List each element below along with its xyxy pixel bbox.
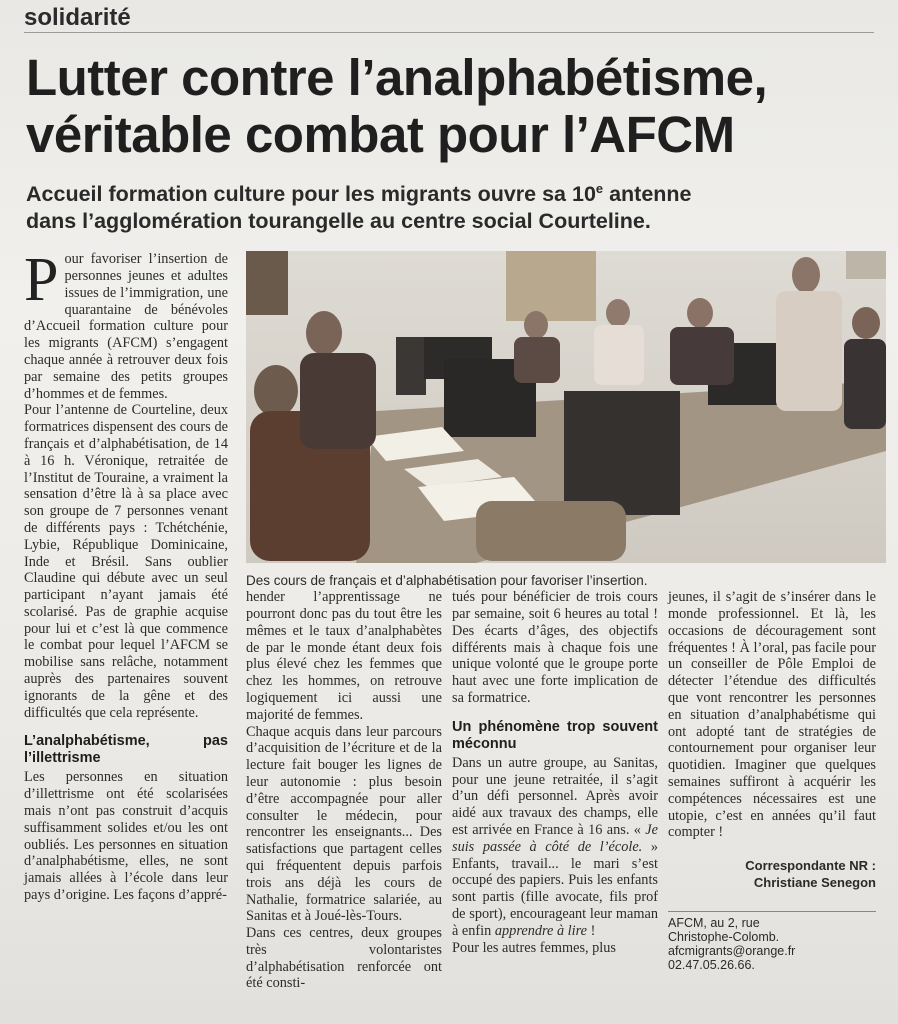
column-2 (246, 589, 442, 992)
signature-line-2: Christiane Senegon (753, 875, 876, 891)
contact-line: Christophe-Colomb. (668, 930, 780, 945)
paragraph (452, 755, 658, 940)
headline-line-2: véritable combat pour l’AFCM (26, 106, 735, 163)
column-3 (452, 589, 658, 956)
section-rubric: solidarité (24, 4, 874, 33)
paragraph: hender l’apprentissage ne pourront donc pas du tout être les mêmes et le taux d’analphabètes de par le monde étant deux fois plus élevé chez les femmes que chez les hommes, on retrouve logiquement ici aussi une majorité de femmes. (246, 589, 442, 723)
headline (26, 49, 876, 163)
subheadline-line-2: dans l’agglomération tourangelle au centre social Courteline. (26, 209, 651, 234)
intertitle-2: Un phénomène trop souvent méconnu (452, 718, 658, 752)
contact-email: afcmigrants@orange.fr (668, 944, 796, 959)
text-run: » Enfants, travail... le mari s’est occupé des papiers. Puis les enfants sont partis (fille avocate, fils prof de sport), encourageant leur maman à enfin (452, 838, 658, 939)
quote: apprendre à lire (494, 922, 587, 939)
text-run: Dans un autre groupe, au Sanitas, pour une jeune retraitée, il s’agit d’un défi personnel. Après avoir aidé aux travaux des champs, elle est arrivée en France à 16 ans. « (452, 754, 658, 838)
photo-block (246, 251, 886, 589)
paragraph: tués pour bénéficier de trois cours par semaine, soit 6 heures au total ! Des écarts d’âges, des objectifs différents mais à chaque fois une unique volonté que le groupe porte haut avec une forte implication de sa formatrice. (452, 589, 658, 706)
paragraph: Pour l’antenne de Courteline, deux formatrices dispensent des cours de français et d’alphabétisation, de 14 à 16 h. Véronique, retraitée de l’Institut de Touraine, a vraiment la sensation d’être là à sa place avec son groupe de 7 personnes venant de différents pays : Tchétchénie, Lybie, République Dominicaine, Inde et Brésil. Sans oublier Claudine qui débute avec un seul participant n’ayant jamais été scolarisé. Pas de graphie acquise pour lui et c’est là que commence le combat pour lequel l’AFCM se mobilise sans relâche, notamment auprès des partenaires souvent ignorants de la gêne et des difficultés que cela représente. (24, 402, 228, 721)
classroom-photo (246, 251, 886, 563)
paragraph: Dans ces centres, deux groupes très volontaristes d’alphabétisation renforcée ont été consti- (246, 925, 442, 992)
quote: Je suis passée à côté de l’école. (452, 821, 658, 855)
drop-cap: P (24, 246, 59, 315)
intertitle-1: L’analphabétisme, pas l’illettrisme (24, 733, 228, 767)
paragraph: Les personnes en situation d’illettrisme ont été scolarisées mais n’ont pas construit d’acquis suffisamment solides et/ou les ont oubliés. Les personnes en situation d’analphabétisme, elles, ne sont jamais allées à l’école dans leur pays d’origine. Les façons d’appré- (24, 769, 228, 904)
subheadline-part-2: antenne (603, 182, 692, 207)
paragraph: Chaque acquis dans leur parcours d’acquisition de l’écriture et de la lecture fait bouger les lignes de leur autonomie : plus besoin d’être accompagnée pour aller consulter le médecin, pour rencontrer les enseignants... Des satisfactions que partagent celles qui fréquentent depuis parfois trois ans déjà les cours de Nathalie, formatrice salariée, au Sanitas et à Joué-lès-Tours. (246, 723, 442, 925)
paragraph: jeunes, il s’agit de s’insérer dans le monde professionnel. Et là, les occasions de découragement sont fréquentes ! À l’oral, pas facile pour un conseiller de Pôle Emploi de détecter l’étendue des difficultés que vont rencontrer les personnes en situation d’analphabétisme qui ont adopté tant de stratégies de contournement pour organiser leur quotidien. Imaginer que quelques semaines suffiront à acquérir les compétences nécessaires est une utopie, c’est en années qu’il faut compter ! (668, 589, 876, 841)
paragraph: our favoriser l’insertion de personnes jeunes et adultes issues de l’immigration, une quarantaine de bénévoles d’Accueil formation culture pour les migrants (AFCM) s’engagent chaque année à retrouver deux fois par semaine des petits groupes d’hommes et de femmes. (24, 251, 228, 402)
signature (668, 857, 876, 891)
contact-phone: 02.47.05.26.66. (668, 958, 755, 973)
column-1 (24, 246, 228, 904)
contact-box (668, 911, 876, 972)
contact-line: AFCM, au 2, rue (668, 916, 760, 931)
article-body (24, 246, 876, 992)
photo-caption: Des cours de français et d’alphabétisation pour favoriser l’insertion. (246, 573, 648, 589)
subheadline-part-1: Accueil formation culture pour les migrants ouvre sa 10 (26, 182, 596, 207)
headline-line-1: Lutter contre l’analphabétisme, (26, 49, 768, 106)
subheadline-sup: e (595, 181, 604, 196)
subheadline (26, 175, 876, 235)
text-run: ! (587, 922, 596, 939)
signature-line-1: Correspondante NR : (745, 858, 876, 874)
paragraph: Pour les autres femmes, plus (452, 939, 616, 956)
column-4 (668, 589, 876, 972)
